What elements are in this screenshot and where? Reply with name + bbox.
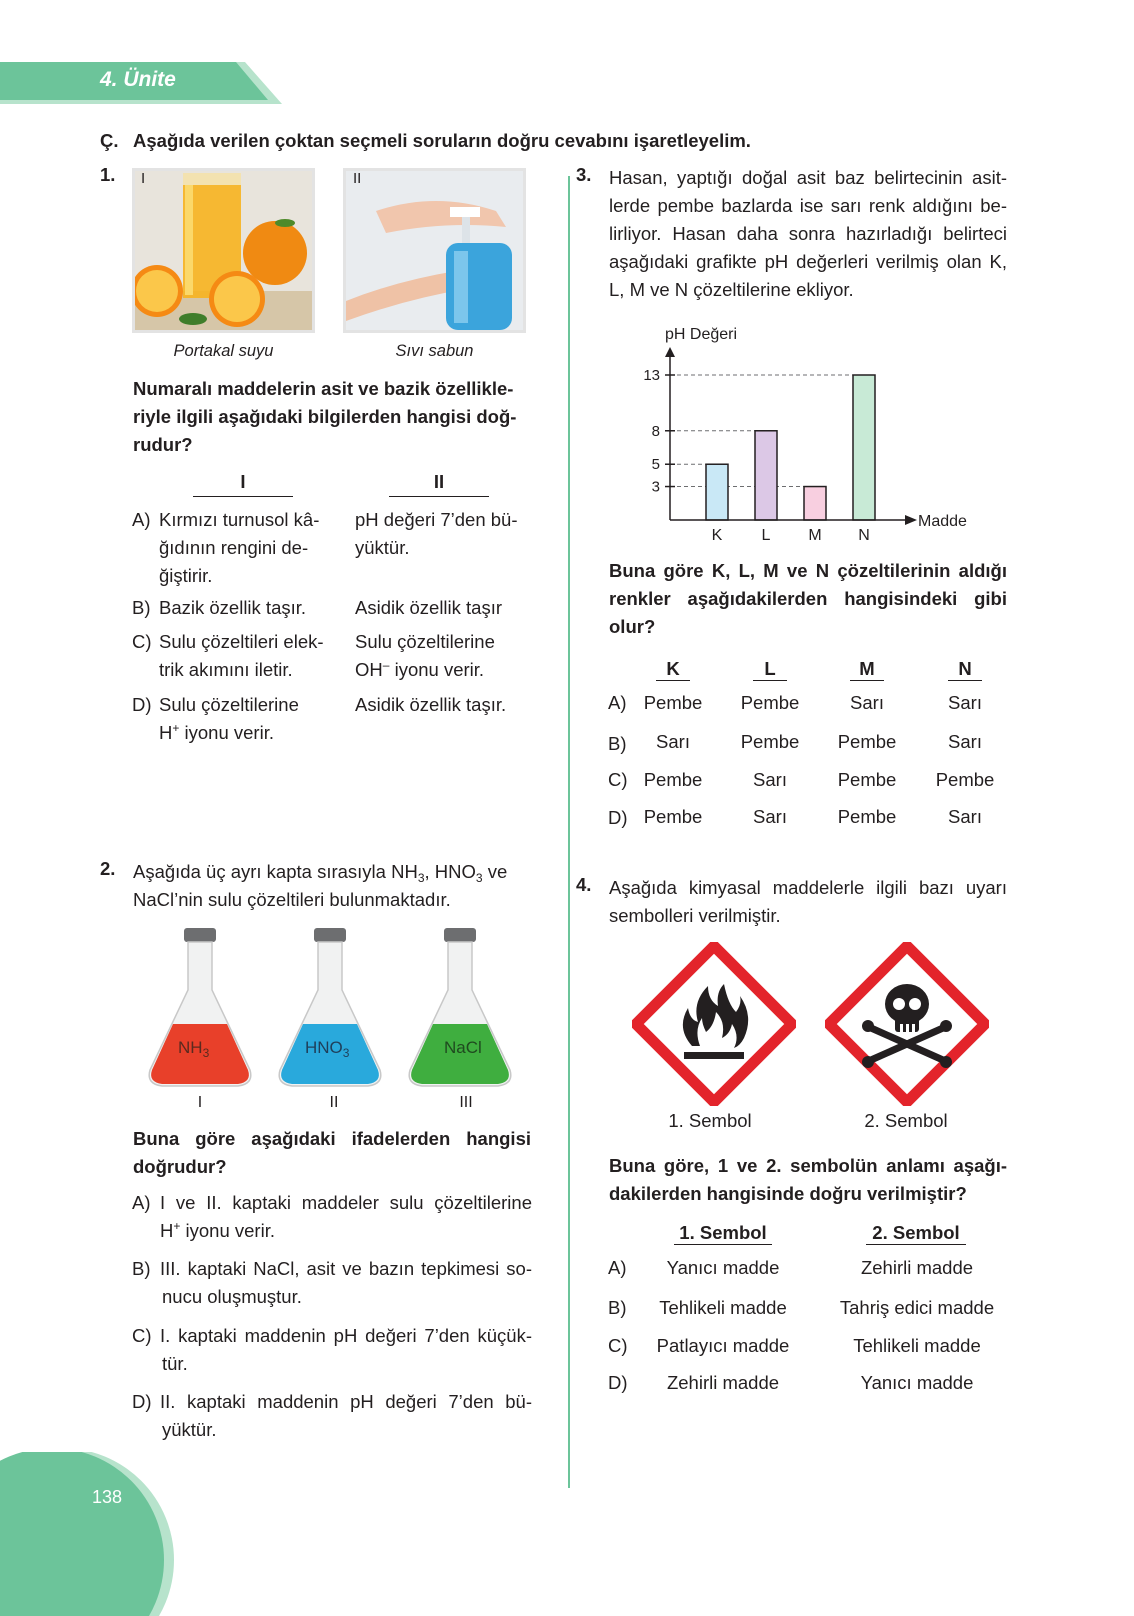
q3-option-c-m: Pembe [837,769,897,790]
unit-title: 4. Ünite [100,68,176,91]
flask1-label [178,1038,209,1058]
photo2-label: II [353,170,362,187]
flasks-illustration [140,920,530,1120]
q1-col2-header: II [389,468,489,497]
option-line: tür. [162,1353,188,1374]
bar-M [804,487,826,520]
flask-formula: HNO [305,1038,343,1057]
q3-option-a-letter[interactable]: A) [608,692,627,713]
q1-option-b-letter[interactable]: B) [132,597,151,618]
q1-option-c-col2[interactable] [355,628,535,684]
photo2-caption: Sıvı sabun [395,342,474,360]
symbol2-caption: 2. Sembol [864,1110,948,1131]
q3-text-line: lirliyor. Hasan daha sonra hazırladığı belirteci [609,223,1007,244]
q4-option-c-sym1: Patlayıcı madde [656,1335,790,1356]
q3-option-c-letter[interactable]: C) [608,769,628,790]
chart-y-label: pH Değeri [665,326,738,343]
ion-charge: + [173,1219,181,1233]
y-tick-label-3: 3 [651,478,660,496]
flask-nh3 [149,928,251,1086]
q2-option-b-letter[interactable]: B) [132,1258,151,1279]
q3-text-line: lerde pembe bazlarda ise sarı renk aldığını be- [609,195,1007,216]
q3-option-c-n: Pembe [935,769,995,790]
q3-option-b-n: Sarı [948,731,982,752]
q2-stem [133,1125,531,1181]
q4-option-a-sym1: Yanıcı madde [666,1257,780,1278]
q4-option-d-sym2: Yanıcı madde [860,1372,974,1393]
flask2-label [305,1038,349,1058]
q4-option-c-letter[interactable]: C) [608,1335,628,1356]
flask2-roman: II [329,1094,339,1111]
q1-stem-line: rudur? [133,434,193,455]
option-line: ğıdının rengini de- [159,537,309,558]
q4-option-d-sym1: Zehirli madde [666,1372,780,1393]
flask-formula: NH [178,1038,203,1057]
option-line: II. kaptaki maddenin pH değeri 7’den bü- [160,1391,532,1412]
q3-text-line: aşağıdaki grafikte pH değerleri verilmiş olan K, [609,251,1007,272]
column-divider [568,176,570,1488]
q2-option-c-letter[interactable]: C) [132,1325,152,1346]
q3-option-a-k: Pembe [643,692,703,713]
q4-option-b-sym2: Tahriş edici madde [839,1297,995,1318]
option-line: Kırmızı turnusol kâ- [159,509,320,530]
intro-text: ve [482,861,508,882]
ph-bar-chart [625,345,925,555]
orange-juice-photo [132,168,315,333]
q1-option-b-col2[interactable]: Asidik özellik taşır [355,597,503,618]
q3-option-b-letter[interactable]: B) [608,733,627,754]
q1-stem-line: riyle ilgili aşağıdaki bilgilerden hangisi doğ- [133,406,517,427]
q4-option-d-letter[interactable]: D) [608,1372,628,1393]
q4-option-a-letter[interactable]: A) [608,1257,627,1278]
x-tick-label-N: N [858,527,870,544]
ion-charge: – [382,658,390,672]
option-line: nucu oluşmuştur. [162,1286,302,1307]
q1-option-d-col1[interactable] [159,691,349,747]
q3-stem-line: olur? [609,616,656,637]
chart-x-label: Madde [918,513,967,530]
option-line: ğiştirir. [159,565,213,586]
option-line: III. kaptaki NaCl, asit ve bazın tepkimesi so- [160,1258,532,1279]
option-line [160,1217,532,1245]
subscript: 3 [417,871,425,885]
q1-stem [133,375,533,459]
q2-stem-line: doğrudur? [133,1156,227,1177]
option-line-text: iyonu verir. [394,659,485,680]
option-line-text: iyonu verir. [184,722,274,743]
x-tick-label-M: M [808,527,822,544]
option-line: pH değeri 7’den bü- [355,509,518,530]
q3-stem [609,557,1007,641]
subscript: 3 [475,871,483,885]
q2-option-a-text[interactable] [160,1189,532,1245]
q2-option-c-text[interactable] [160,1322,532,1378]
q4-stem-line: dakilerden hangisinde doğru verilmiştir? [609,1183,967,1204]
q1-option-d-col2[interactable]: Asidik özellik taşır. [355,694,507,715]
q4-option-c-sym2: Tehlikeli madde [853,1335,981,1356]
flask-hno3 [279,928,381,1086]
q2-option-d-text[interactable] [160,1388,532,1444]
q4-text [609,874,1007,930]
q4-option-a-sym2: Zehirli madde [860,1257,974,1278]
q3-option-c-k: Pembe [643,769,703,790]
q3-text-line: L, M ve N çözeltilerine ekliyor. [609,279,854,300]
q4-text-line: sembolleri verilmiştir. [609,905,781,926]
q3-number: 3. [576,164,592,185]
option-line: trik akımını iletir. [159,659,293,680]
flask3-roman: III [459,1094,473,1111]
q4-stem-line: Buna göre, 1 ve 2. sembolün anlamı aşağı- [609,1155,1007,1176]
flask1-roman: I [197,1094,203,1111]
y-axis-arrow [665,347,675,357]
bar-L [755,431,777,520]
q1-option-a-col1[interactable] [159,506,349,590]
q3-text-line: Hasan, yaptığı doğal asit baz belirtecinin asit- [609,167,1007,188]
option-line: Sulu çözeltilerine [159,694,299,715]
intro-text: , HNO [424,861,476,882]
q3-option-d-k: Pembe [643,806,703,827]
q3-option-b-l: Pembe [740,731,800,752]
q3-header-k: K [656,658,690,681]
q4-option-b-letter[interactable]: B) [608,1297,627,1318]
q3-header-m: M [850,658,884,681]
q1-number: 1. [100,164,116,185]
ion-formula: H [159,722,173,743]
bar-K [706,464,728,520]
option-line-text: iyonu verir. [185,1220,275,1241]
q2-stem-line: Buna göre aşağıdaki ifadelerden hangisi [133,1128,531,1149]
option-line: Sulu çözeltileri elek- [159,631,324,652]
flammable-icon [632,942,796,1106]
q3-option-b-m: Pembe [837,731,897,752]
option-line: yüktür. [355,537,410,558]
option-line: I. kaptaki maddenin pH değeri 7’den küçük- [160,1325,532,1346]
q3-text [609,164,1007,304]
option-line: yüktür. [162,1419,217,1440]
x-tick-label-K: K [711,527,723,544]
q2-intro-line: NaCl’nin sulu çözeltileri bulunmaktadır. [133,889,451,910]
option-line [355,656,535,684]
y-tick-label-5: 5 [651,456,660,474]
q3-option-d-m: Pembe [837,806,897,827]
q4-number: 4. [576,874,592,895]
q2-option-b-text[interactable] [160,1255,532,1311]
q1-option-a-letter[interactable]: A) [132,509,151,530]
page-number-badge [0,1452,190,1616]
bar-N [853,375,875,520]
q3-stem-line: Buna göre K, L, M ve N çözeltilerinin aldığı [609,560,1007,581]
q2-intro [133,858,533,914]
q3-option-b-k: Sarı [656,731,690,752]
ion-formula: OH [355,659,383,680]
q3-option-d-n: Sarı [948,806,982,827]
y-tick-label-8: 8 [651,422,660,440]
q3-option-d-l: Sarı [753,806,787,827]
option-line [159,719,349,747]
q3-option-a-l: Pembe [740,692,800,713]
ion-charge: + [172,721,180,735]
q4-stem [609,1152,1007,1208]
q4-text-line: Aşağıda kimyasal maddelerle ilgili bazı uyarı [609,877,1007,898]
q2-intro-line [133,858,533,886]
flask3-label: NaCl [444,1038,482,1057]
photo1-caption: Portakal suyu [173,342,274,360]
toxic-skull-icon [825,942,989,1106]
q2-option-a-letter[interactable]: A) [132,1192,151,1213]
q1-option-b-col1[interactable]: Bazik özellik taşır. [159,597,307,618]
subscript: 3 [202,1046,210,1060]
symbol1-caption: 1. Sembol [668,1110,752,1131]
ion-formula: H [160,1220,174,1241]
y-tick-label-13: 13 [643,367,660,384]
q4-header-symbol1: 1. Sembol [674,1222,772,1245]
q3-option-a-n: Sarı [948,692,982,713]
q1-stem-line: Numaralı maddelerin asit ve bazik özellikle- [133,378,514,399]
section-letter: Ç. [100,130,119,151]
q3-option-d-letter[interactable]: D) [608,807,628,828]
q1-option-a-col2[interactable] [355,506,535,562]
x-tick-label-L: L [761,527,771,544]
q3-header-l: L [753,658,787,681]
q4-option-b-sym1: Tehlikeli madde [659,1297,787,1318]
flask-nacl [409,928,511,1086]
q4-header-symbol2: 2. Sembol [866,1222,966,1245]
q2-number: 2. [100,858,116,879]
q1-option-c-letter[interactable]: C) [132,631,152,652]
q2-option-d-letter[interactable]: D) [132,1391,152,1412]
q3-stem-line: renkler aşağıdakilerden hangisindeki gibi [609,588,1007,609]
q3-option-c-l: Sarı [753,769,787,790]
q1-col1-header: I [193,468,293,497]
option-line: I ve II. kaptaki maddeler sulu çözeltilerine [160,1192,532,1213]
photo1-label: I [141,170,146,187]
q3-header-n: N [948,658,982,681]
section-instruction: Aşağıda verilen çoktan seçmeli soruların doğru cevabını işaretleyelim. [133,130,751,151]
page-number: 138 [92,1487,123,1507]
x-axis-arrow [905,515,917,525]
liquid-soap-photo [343,168,526,333]
q1-option-d-letter[interactable]: D) [132,694,152,715]
q1-option-c-col1[interactable] [159,628,349,684]
subscript: 3 [342,1046,350,1060]
q3-option-a-m: Sarı [850,692,884,713]
option-line: Sulu çözeltilerine [355,631,495,652]
intro-text: Aşağıda üç ayrı kapta sırasıyla NH [133,861,418,882]
